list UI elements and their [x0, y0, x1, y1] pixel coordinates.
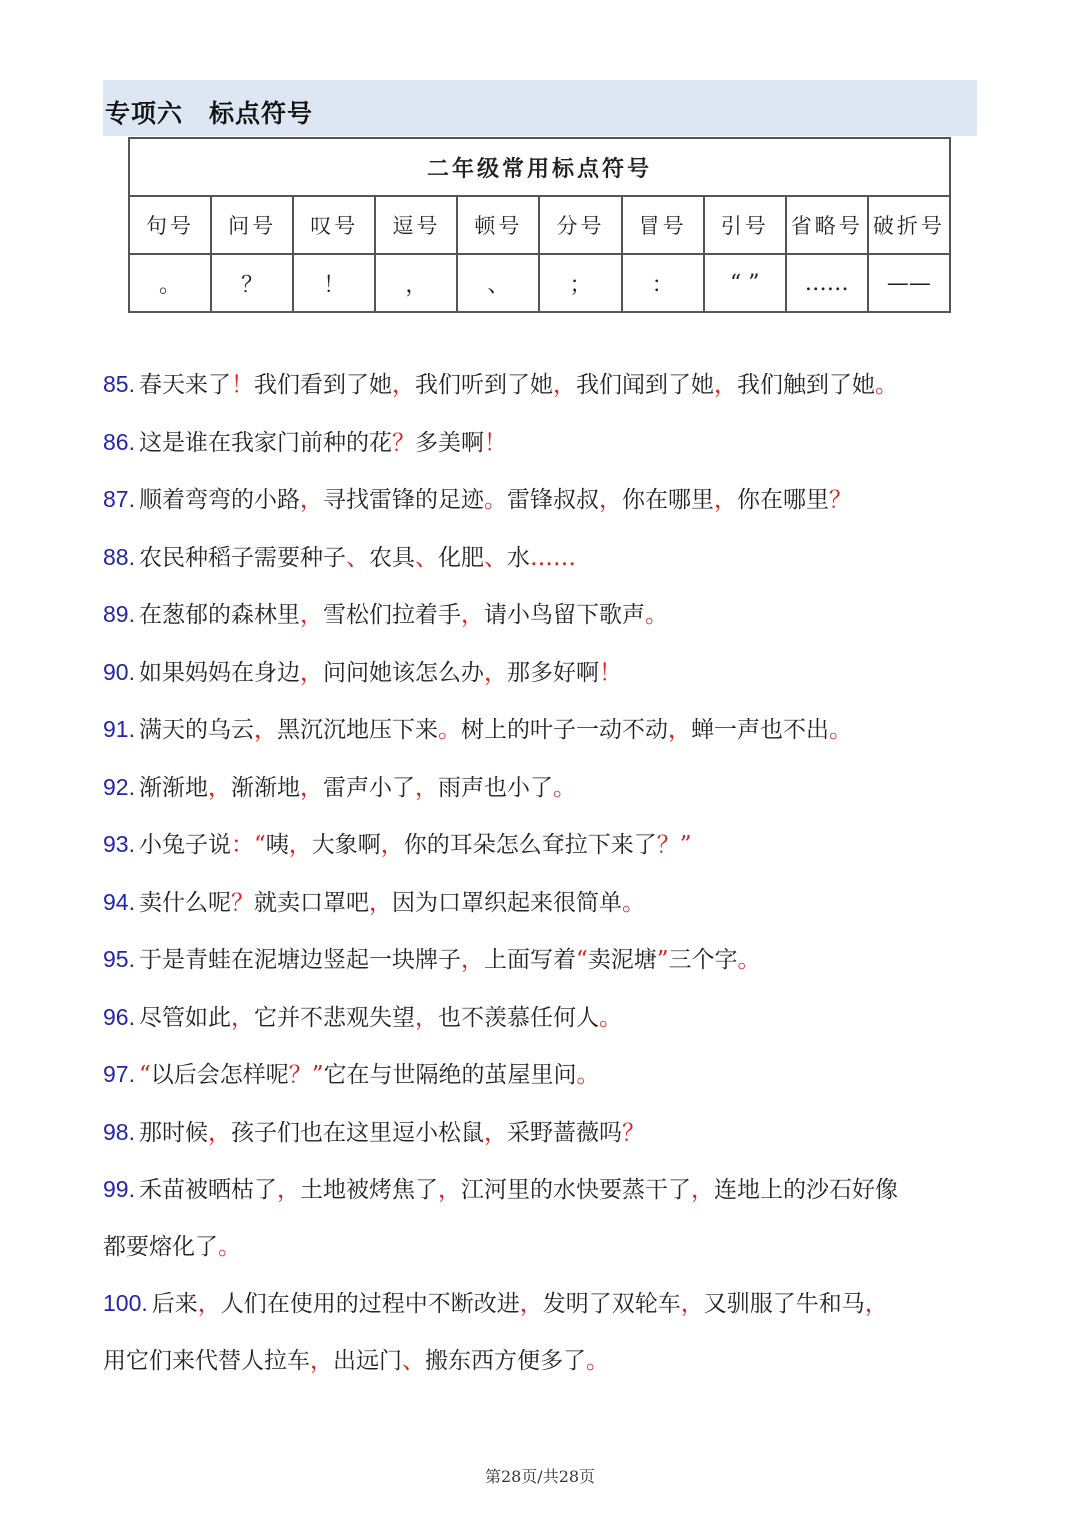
punct-name: 逗号 — [375, 196, 457, 254]
sentence-number: 97. — [103, 1061, 135, 1087]
sentence-text: 雨声也小了 — [437, 774, 553, 801]
sentence-line — [103, 816, 983, 874]
punctuation-mark: ！ — [483, 429, 507, 456]
punctuation-mark: ？ — [230, 889, 254, 916]
punct-name: 顿号 — [457, 196, 539, 254]
punctuation-mark: ？ — [621, 1119, 645, 1146]
sentence-text: 都要熔化了 — [103, 1233, 218, 1260]
punct-name: 省略号 — [786, 196, 868, 254]
punct-mark: “ ” — [704, 254, 786, 312]
sentence-text: 水 — [506, 544, 530, 571]
punctuation-mark: ， — [299, 774, 323, 801]
punctuation-mark: ， — [519, 1291, 543, 1317]
punctuation-mark: ？ — [828, 487, 852, 513]
punctuation-mark: 。 — [828, 717, 852, 743]
punctuation-mark: ， — [552, 372, 576, 398]
sentence-text: 满天的乌云 — [138, 717, 254, 743]
punctuation-mark: 、 — [345, 544, 369, 571]
punctuation-mark: ！ — [598, 659, 622, 686]
sentence-text: 三个字 — [668, 947, 738, 973]
punctuation-mark: “ — [138, 1062, 151, 1088]
sentence-text: 它在与世隔绝的茧屋里问 — [323, 1062, 577, 1088]
punctuation-mark: ， — [598, 487, 622, 513]
sentence-text: 发明了双轮车 — [542, 1291, 681, 1317]
sentence-line — [103, 471, 983, 529]
sentence-line — [103, 931, 983, 989]
sentence-text: 连地上的沙石好像 — [713, 1177, 898, 1203]
sentence-line — [103, 529, 983, 587]
sentence-number: 100. — [103, 1290, 148, 1316]
punctuation-mark: ， — [197, 1291, 221, 1317]
punct-mark: ！ — [293, 254, 375, 312]
sentence-text: 顺着弯弯的小路 — [138, 487, 300, 513]
punctuation-mark: ， — [391, 372, 415, 398]
sentence-number: 89. — [103, 601, 135, 627]
sentence-text: 卖泥塘 — [587, 947, 657, 973]
sentence-line — [103, 1219, 983, 1276]
punctuation-mark: ， — [253, 717, 277, 743]
sentence-text: 江河里的水快要蒸干了 — [460, 1177, 691, 1203]
sentence-text: 采野蔷薇吗 — [506, 1119, 622, 1146]
sentence-text: 你在哪里 — [736, 487, 829, 513]
punctuation-mark: ， — [460, 947, 484, 973]
sentence-line — [103, 586, 983, 644]
sentence-text: 渐渐地 — [230, 774, 300, 801]
sentence-text: 雷声小了 — [322, 774, 415, 801]
punct-mark: 、 — [457, 254, 539, 312]
punctuation-mark: ？” — [288, 1062, 324, 1088]
sentence-text: 蝉一声也不出 — [690, 717, 829, 743]
sentence-number: 90. — [103, 658, 135, 685]
punctuation-mark: 。 — [437, 717, 461, 743]
sentence-text: 树上的叶子一动不动 — [460, 717, 668, 743]
punctuation-mark: 。 — [586, 1347, 609, 1374]
sentence-line — [103, 1046, 983, 1104]
sentence-text: 孩子们也在这里逗小松鼠 — [230, 1119, 484, 1146]
sentence-line — [103, 759, 983, 817]
punctuation-mark: ， — [690, 1177, 714, 1203]
sentence-text: 多美啊 — [414, 429, 484, 456]
punct-name: 叹号 — [293, 196, 375, 254]
sentence-text: 化肥 — [437, 544, 484, 571]
punctuation-mark: ， — [667, 717, 691, 743]
sentence-number: 91. — [103, 716, 135, 742]
punctuation-mark: “ — [575, 947, 588, 973]
sentence-text: 人们在使用的过程中不断改进 — [220, 1291, 520, 1317]
sentence-text: 于是青蛙在泥塘边竖起一块牌子 — [138, 947, 461, 973]
sentence-text: 春天来了 — [138, 372, 231, 398]
punctuation-mark: ， — [299, 487, 323, 513]
sentence-text: 禾苗被晒枯了 — [138, 1177, 277, 1203]
sentence-list — [103, 356, 983, 1389]
punctuation-mark: ， — [437, 1177, 461, 1203]
punctuation-mark: ？ — [391, 429, 415, 456]
punctuation-mark: ， — [380, 832, 404, 858]
sentence-number: 98. — [103, 1118, 135, 1145]
sentence-text: 那多好啊 — [506, 659, 599, 686]
punct-mark: ？ — [211, 254, 293, 312]
sentence-text: 大象啊 — [311, 832, 381, 858]
punctuation-mark: 。 — [737, 947, 761, 973]
punctuation-mark: 。 — [598, 1004, 622, 1031]
sentence-number: 88. — [103, 543, 135, 570]
punct-mark: —— — [868, 254, 950, 312]
sentence-text: 因为口罩织起来很简单 — [391, 889, 622, 916]
punctuation-mark: ， — [230, 1004, 254, 1031]
sentence-line — [103, 1333, 983, 1390]
sentence-number: 85. — [103, 371, 135, 397]
punct-mark: 。 — [129, 254, 211, 312]
punctuation-table — [128, 137, 951, 313]
sentence-line — [103, 989, 983, 1047]
punctuation-mark: ， — [299, 659, 323, 686]
punctuation-mark: ， — [460, 602, 484, 628]
sentence-text: 土地被烤焦了 — [299, 1177, 438, 1203]
punctuation-mark: ， — [713, 487, 737, 513]
punctuation-mark: ， — [680, 1291, 704, 1317]
sentence-text: 尽管如此 — [138, 1004, 231, 1031]
page-number: 第28页/共28页 — [484, 1467, 596, 1486]
punct-name: 问号 — [211, 196, 293, 254]
sentence-text: 咦 — [265, 832, 289, 858]
sentence-text: 以后会怎样呢 — [150, 1062, 289, 1088]
punctuation-mark: ， — [713, 372, 737, 398]
sentence-line — [103, 356, 983, 414]
punctuation-mark: 。 — [218, 1233, 241, 1260]
sentence-number: 95. — [103, 946, 135, 972]
sentence-text: 你的耳朵怎么耷拉下来了 — [403, 832, 657, 858]
punctuation-mark: ， — [288, 832, 312, 858]
sentence-text: 渐渐地 — [138, 774, 208, 801]
table-caption: 二年级常用标点符号 — [129, 138, 950, 196]
punctuation-mark: ， — [207, 1119, 231, 1146]
punctuation-mark: …… — [529, 544, 576, 571]
punctuation-mark: 。 — [483, 487, 507, 513]
sentence-text: 雪松们拉着手 — [322, 602, 461, 628]
punctuation-mark: ， — [310, 1347, 333, 1374]
sentence-number: 99. — [103, 1176, 135, 1202]
punct-mark: …… — [786, 254, 868, 312]
sentence-text: 出远门 — [333, 1347, 402, 1374]
punctuation-mark: 。 — [874, 372, 898, 398]
sentence-text: 我们听到了她 — [414, 372, 553, 398]
sentence-text: 它并不悲观失望 — [253, 1004, 415, 1031]
sentence-text: 我们看到了她 — [253, 372, 392, 398]
sentence-text: 就卖口罩吧 — [253, 889, 369, 916]
sentence-text: 寻找雷锋的足迹 — [322, 487, 484, 513]
punct-name: 句号 — [129, 196, 211, 254]
sentence-text: 请小鸟留下歌声 — [483, 602, 645, 628]
table-row-marks — [129, 254, 950, 312]
punctuation-mark: 。 — [552, 774, 576, 801]
punctuation-mark: ， — [483, 659, 507, 686]
sentence-text: 农民种稻子需要种子 — [138, 544, 346, 571]
sentence-text: 农具 — [368, 544, 415, 571]
punctuation-mark: ， — [276, 1177, 300, 1203]
punctuation-mark: ， — [414, 1004, 438, 1031]
punct-name: 分号 — [539, 196, 621, 254]
punct-mark: ， — [375, 254, 457, 312]
sentence-text: 我们触到了她 — [736, 372, 875, 398]
punctuation-mark: 。 — [644, 602, 668, 628]
punct-name: 冒号 — [622, 196, 704, 254]
punctuation-mark: 、 — [402, 1347, 425, 1374]
punctuation-mark: ” — [656, 947, 669, 973]
punctuation-mark: ！ — [230, 372, 254, 398]
sentence-line — [103, 644, 983, 702]
punctuation-mark: 。 — [576, 1062, 600, 1088]
punctuation-mark: ？” — [656, 832, 692, 858]
punctuation-mark: ， — [414, 774, 438, 801]
sentence-line — [103, 414, 983, 472]
punct-mark: ： — [622, 254, 704, 312]
sentence-number: 93. — [103, 831, 135, 857]
sentence-text: 你在哪里 — [621, 487, 714, 513]
sentence-number: 86. — [103, 428, 135, 455]
sentence-number: 87. — [103, 486, 135, 512]
sentence-line — [103, 874, 983, 932]
punctuation-mark: 、 — [414, 544, 438, 571]
sentence-number: 96. — [103, 1003, 135, 1030]
punctuation-mark: ， — [299, 602, 323, 628]
punctuation-mark: 。 — [621, 889, 645, 916]
punctuation-mark: ， — [368, 889, 392, 916]
sentence-text: 后来 — [151, 1291, 198, 1317]
sentence-line — [103, 701, 983, 759]
sentence-text: 也不羡慕任何人 — [437, 1004, 599, 1031]
sentence-text: 在葱郁的森林里 — [138, 602, 300, 628]
sentence-text: 问问她该怎么办 — [322, 659, 484, 686]
sentence-text: 如果妈妈在身边 — [138, 659, 300, 686]
sentence-text: 那时候 — [138, 1119, 208, 1146]
punct-name: 破折号 — [868, 196, 950, 254]
sentence-text: 黑沉沉地压下来 — [276, 717, 438, 743]
sentence-text: 又驯服了牛和马 — [703, 1291, 865, 1317]
sentence-text: 用它们来代替人拉车 — [103, 1347, 310, 1374]
sentence-text: 雷锋叔叔 — [506, 487, 599, 513]
table-row-names — [129, 196, 950, 254]
sentence-text: 卖什么呢 — [138, 889, 231, 916]
sentence-line — [103, 1104, 983, 1162]
punctuation-mark: ， — [483, 1119, 507, 1146]
sentence-text: 我们闻到了她 — [575, 372, 714, 398]
sentence-line — [103, 1275, 983, 1333]
punctuation-mark: ， — [207, 774, 231, 801]
punctuation-mark: ：“ — [230, 832, 266, 858]
section-title: 专项六 标点符号 — [105, 99, 314, 128]
sentence-text: 这是谁在我家门前种的花 — [138, 429, 392, 456]
sentence-number: 94. — [103, 888, 135, 915]
punct-mark: ； — [539, 254, 621, 312]
punct-name: 引号 — [704, 196, 786, 254]
sentence-text: 上面写着 — [483, 947, 576, 973]
punctuation-mark: ， — [864, 1291, 888, 1317]
sentence-line — [103, 1161, 983, 1219]
punctuation-mark: 、 — [483, 544, 507, 571]
sentence-text: 小兔子说 — [138, 832, 231, 858]
sentence-number: 92. — [103, 773, 135, 800]
sentence-text: 搬东西方便多了 — [425, 1347, 586, 1374]
